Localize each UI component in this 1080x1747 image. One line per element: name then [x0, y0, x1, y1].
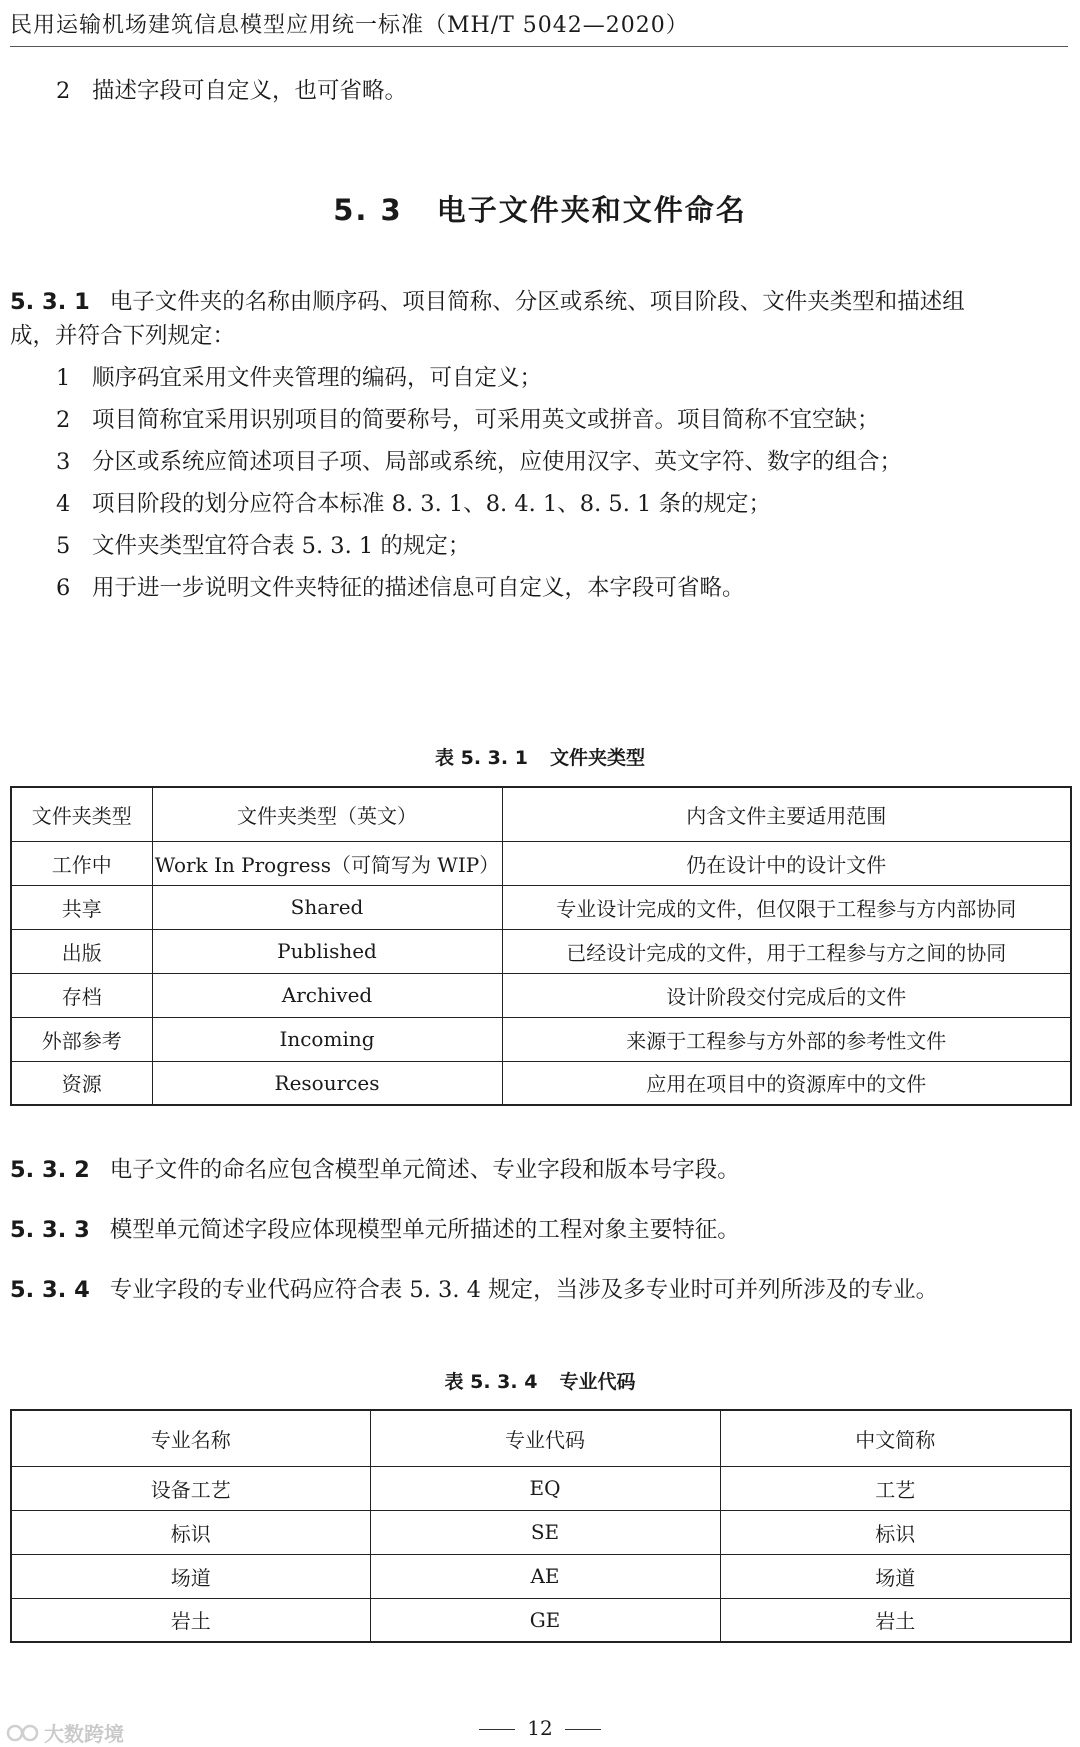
table-cell: 场道 [11, 1554, 370, 1598]
table-cell: 专业设计完成的文件，但仅限于工程参与方内部协同 [502, 885, 1071, 929]
table-discipline-codes [10, 1409, 1072, 1643]
clause-5-3-2 [10, 1153, 740, 1187]
section-heading [0, 188, 1080, 229]
header-cell: 内含文件主要适用范围 [502, 787, 1071, 841]
clause-number: 5. 3. 3 [10, 1217, 90, 1243]
table-cell: 工作中 [11, 841, 152, 885]
list-item-text: 项目简称宜采用识别项目的简要称号，可采用英文或拼音。项目简称不宜空缺； [92, 407, 880, 433]
list-item-text: 项目阶段的划分应符合本标准 8. 3. 1、8. 4. 1、8. 5. 1 条的规定； [92, 491, 771, 517]
clause-5-3-4 [10, 1273, 938, 1307]
header-cell: 中文简称 [720, 1410, 1071, 1466]
clause-list-item [56, 361, 542, 395]
page-number [0, 1716, 1080, 1740]
table-row [11, 1466, 1071, 1510]
table-cell: 工艺 [720, 1466, 1071, 1510]
list-item-number: 1 [56, 365, 71, 391]
table-cell: EQ [370, 1466, 720, 1510]
table-cell: 外部参考 [11, 1017, 152, 1061]
intro-list-item [56, 74, 407, 108]
clause-list-item [56, 571, 745, 605]
table-5-3-1-caption [0, 743, 1080, 770]
watermark-text: 大数跨境 [44, 1722, 124, 1746]
table-cell: Shared [152, 885, 502, 929]
table-row [11, 1510, 1071, 1554]
header-cell: 文件夹类型 [11, 787, 152, 841]
list-item-number: 2 [56, 78, 71, 104]
clause-number: 5. 3. 1 [10, 289, 90, 315]
table-row [11, 1061, 1071, 1105]
table-caption-number: 表 5. 3. 1 [435, 747, 528, 769]
list-item-text: 用于进一步说明文件夹特征的描述信息可自定义，本字段可省略。 [92, 575, 745, 601]
table-cell: GE [370, 1598, 720, 1642]
clause-list-item [56, 445, 902, 479]
watermark [6, 1718, 124, 1747]
list-item-number: 2 [56, 407, 71, 433]
clause-text: 专业字段的专业代码应符合表 5. 3. 4 规定，当涉及多专业时可并列所涉及的专业。 [109, 1277, 939, 1303]
table-cell: 仍在设计中的设计文件 [502, 841, 1071, 885]
watermark-logo-icon [6, 1724, 40, 1742]
clause-5-3-1-line2: 成，并符合下列规定： [10, 323, 236, 349]
running-header: 民用运输机场建筑信息模型应用统一标准（MH/T 5042—2020） [10, 13, 689, 38]
table-cell: 存档 [11, 973, 152, 1017]
page-number-value: 12 [527, 1716, 553, 1740]
clause-5-3-1-line1 [10, 285, 965, 319]
list-item-number: 6 [56, 575, 71, 601]
table-caption-title: 专业代码 [559, 1371, 636, 1393]
clause-text: 电子文件的命名应包含模型单元简述、专业字段和版本号字段。 [109, 1157, 740, 1183]
table-cell: 标识 [720, 1510, 1071, 1554]
table-cell: 场道 [720, 1554, 1071, 1598]
table-cell: 设计阶段交付完成后的文件 [502, 973, 1071, 1017]
table-cell: 岩土 [720, 1598, 1071, 1642]
header-cell: 专业名称 [11, 1410, 370, 1466]
table-row [11, 973, 1071, 1017]
section-title: 电子文件夹和文件命名 [436, 193, 747, 227]
clause-list-item [56, 487, 771, 521]
list-item-number: 4 [56, 491, 71, 517]
header-divider [10, 46, 1068, 47]
table-cell: Incoming [152, 1017, 502, 1061]
section-number: 5. 3 [333, 193, 403, 227]
table-cell: Resources [152, 1061, 502, 1105]
list-item-text: 顺序码宜采用文件夹管理的编码，可自定义； [92, 365, 543, 391]
table-cell: 标识 [11, 1510, 370, 1554]
table-cell: Work In Progress（可简写为 WIP） [152, 841, 502, 885]
table-folder-types [10, 786, 1072, 1106]
table-cell: 共享 [11, 885, 152, 929]
table-caption-title: 文件夹类型 [549, 747, 645, 769]
table-row [11, 841, 1071, 885]
table-row [11, 885, 1071, 929]
table-row [11, 1598, 1071, 1642]
header-cell: 文件夹类型（英文） [152, 787, 502, 841]
table-5-3-4-caption [0, 1367, 1080, 1394]
table-cell: AE [370, 1554, 720, 1598]
table-row [11, 929, 1071, 973]
table-header-row [11, 1410, 1071, 1466]
table-cell: 资源 [11, 1061, 152, 1105]
table-cell: 已经设计完成的文件，用于工程参与方之间的协同 [502, 929, 1071, 973]
page-number-dash [479, 1729, 515, 1730]
table-cell: 岩土 [11, 1598, 370, 1642]
list-item-text: 描述字段可自定义，也可省略。 [92, 78, 408, 104]
table-cell: Archived [152, 973, 502, 1017]
page-number-dash [565, 1729, 601, 1730]
table-cell: SE [370, 1510, 720, 1554]
clause-text: 模型单元简述字段应体现模型单元所描述的工程对象主要特征。 [109, 1217, 740, 1243]
table-caption-number: 表 5. 3. 4 [444, 1371, 538, 1393]
clause-5-3-3 [10, 1213, 740, 1247]
table-row [11, 1554, 1071, 1598]
table-cell: 应用在项目中的资源库中的文件 [502, 1061, 1071, 1105]
clause-number: 5. 3. 2 [10, 1157, 90, 1183]
clause-list-item [56, 529, 470, 563]
table-header-row [11, 787, 1071, 841]
table-cell: 出版 [11, 929, 152, 973]
list-item-text: 文件夹类型宜符合表 5. 3. 1 的规定； [92, 533, 471, 559]
table-row [11, 1017, 1071, 1061]
clause-text: 电子文件夹的名称由顺序码、项目简称、分区或系统、项目阶段、文件夹类型和描述组 [109, 289, 965, 315]
header-cell: 专业代码 [370, 1410, 720, 1466]
table-cell: 设备工艺 [11, 1466, 370, 1510]
clause-number: 5. 3. 4 [10, 1277, 90, 1303]
table-cell: 来源于工程参与方外部的参考性文件 [502, 1017, 1071, 1061]
list-item-number: 3 [56, 449, 71, 475]
list-item-number: 5 [56, 533, 71, 559]
table-cell: Published [152, 929, 502, 973]
clause-list-item [56, 403, 880, 437]
list-item-text: 分区或系统应简述项目子项、局部或系统，应使用汉字、英文字符、数字的组合； [92, 449, 903, 475]
